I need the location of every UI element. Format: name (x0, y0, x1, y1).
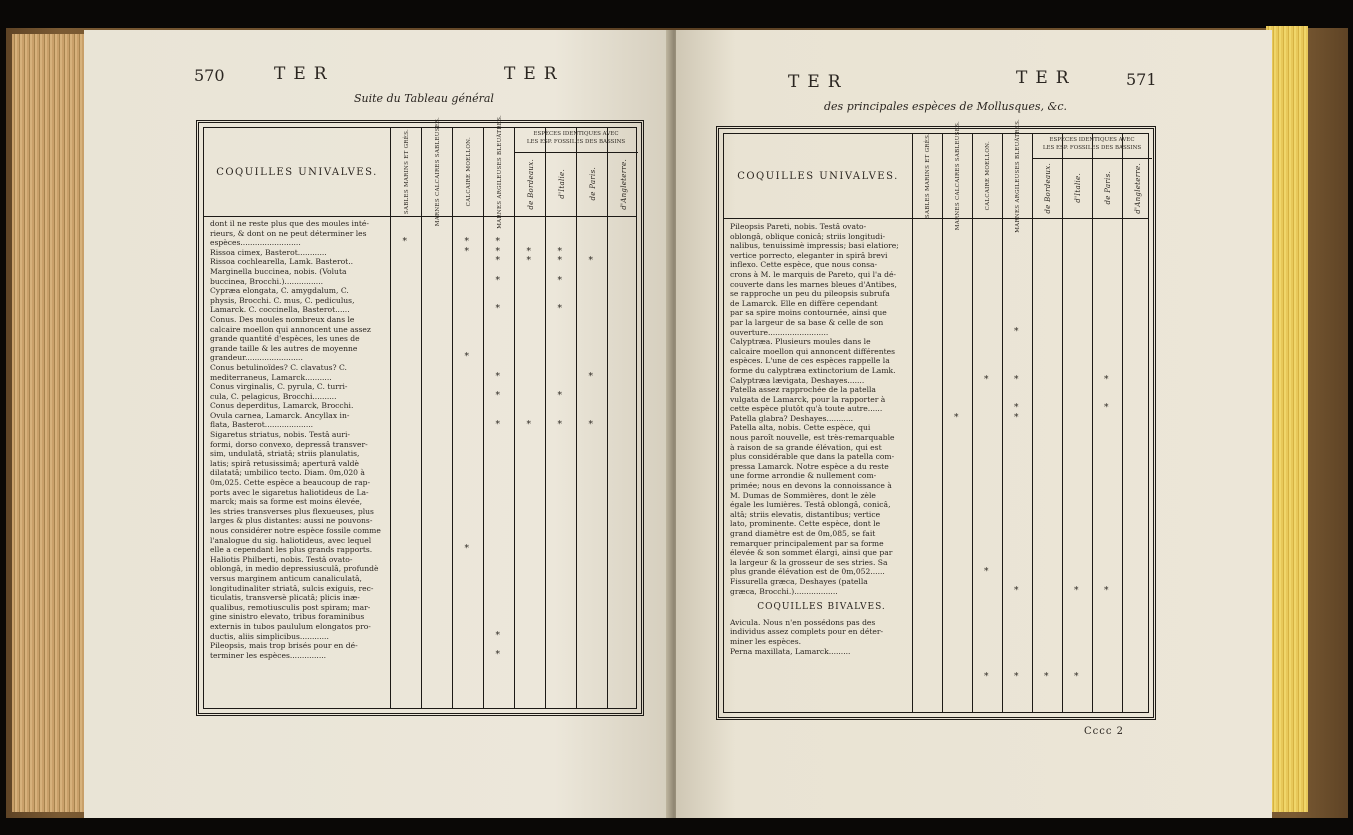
right-column-header (913, 134, 943, 218)
left-column-2 (452, 128, 484, 708)
left-asterisk-mark: * (495, 630, 500, 641)
right-table-inner (723, 119, 1149, 713)
text-line: gine sinistro elevato, tribus foraminibus (210, 612, 365, 622)
text-line: 0m,025. Cette espèce a beaucoup de rap- (210, 478, 371, 488)
right-asterisk-mark: * (954, 413, 959, 423)
right-column-0 (912, 134, 943, 712)
text-line: Patella assez rapprochée de la patella (730, 385, 876, 395)
right-asterisk-mark: * (1104, 585, 1109, 596)
left-running-head-1: TER (274, 64, 335, 84)
text-line: dilatatâ; umbilico tecto. Diam. 0m,020 à (210, 468, 365, 478)
left-asterisk-mark: * (526, 246, 531, 257)
text-line: miner les espèces. (730, 636, 802, 646)
right-group-header-line: LES ESP. FOSSILES DES BASSINS (1042, 145, 1142, 151)
right-column-6 (1092, 134, 1123, 712)
right-running-head-2: TER (1016, 68, 1077, 88)
text-line: buccinea, Brocchi.)................ (210, 276, 324, 286)
left-asterisk-mark: * (464, 246, 469, 257)
right-page (676, 30, 1272, 818)
right-column-header (973, 134, 1003, 218)
text-line: plus grande élévation est de 0m,052...... (730, 567, 885, 577)
text-line: inflexo. Cette espèce, que nous consa- (730, 260, 878, 270)
text-line: par la largeur de sa base & celle de son (730, 317, 884, 327)
text-line: cette espèce plutôt qu'à toute autre...... (730, 404, 883, 414)
right-column-label: CALCAIRE MOELLON. (985, 141, 991, 211)
text-line: Rissoa cochlearella, Lamk. Basterot.. (210, 257, 354, 267)
left-asterisk-mark: * (402, 237, 407, 248)
text-line: une forme arrondie & nullement com- (730, 471, 877, 481)
right-table-title: COQUILLES UNIVALVES. (737, 170, 899, 182)
left-asterisk-mark: * (588, 419, 593, 430)
text-line: Haliotis Philberti, nobis. Testâ ovato- (210, 554, 353, 564)
left-page-number: 570 (194, 66, 225, 85)
text-line: Sigaretus striatus, nobis. Testâ auri- (210, 430, 350, 440)
text-line: élevée & son sommet élargi, ainsi que par (730, 548, 893, 558)
right-column-label: de Paris. (1104, 171, 1112, 205)
text-line: ouverture......................... (730, 327, 829, 337)
right-group-header-line: ESPÈCES IDENTIQUES AVEC (1049, 137, 1135, 143)
left-asterisk-mark: * (464, 544, 469, 555)
right-column-1 (942, 121, 973, 712)
left-asterisk-mark: * (557, 304, 562, 315)
text-line: physis, Brocchi. C. mus, C. pediculus, (210, 295, 355, 305)
right-column-label: de Bordeaux. (1044, 162, 1052, 214)
right-column-header (1063, 158, 1093, 218)
text-line: lato, prominente. Cette espèce, dont le (730, 519, 881, 529)
left-asterisk-mark: * (526, 256, 531, 267)
right-asterisk-mark: * (1074, 585, 1079, 596)
left-column-header (515, 152, 546, 216)
text-line: égale les lumières. Testâ oblongâ, conicâ, (730, 500, 891, 510)
text-line: oblongâ, oblique conicâ; striis longitudi- (730, 231, 886, 241)
right-asterisk-mark: * (984, 566, 989, 577)
left-asterisk-mark: * (495, 390, 500, 401)
left-asterisk-mark: * (588, 256, 593, 267)
left-column-3 (483, 115, 515, 708)
left-asterisk-mark: * (495, 304, 500, 315)
left-column-0 (390, 128, 422, 708)
page-edges-right (1266, 26, 1308, 812)
right-column-header (943, 121, 973, 231)
text-line: individus assez complets pour en déter- (730, 627, 884, 637)
text-line: grande quantité d'espèces, les unes de (210, 334, 360, 344)
right-column-2 (972, 134, 1003, 712)
right-asterisk-mark: * (1014, 403, 1019, 414)
text-line: flata, Basterot.................... (210, 420, 314, 430)
text-line: se rapproche un peu du pileopsis subrufa (730, 289, 890, 299)
right-column-label: d'Angleterre. (1134, 162, 1142, 214)
right-column-label: d'Italie. (1074, 173, 1082, 203)
left-group-header-line: ESPÈCES IDENTIQUES AVEC (533, 131, 619, 137)
left-asterisk-mark: * (495, 275, 500, 286)
left-column-header (453, 128, 484, 216)
text-line: les stries transverses plus flexueuses, plus (210, 506, 374, 516)
text-line: Ovula carnea, Lamarck. Ancyllax in- (210, 410, 350, 420)
left-table (196, 115, 644, 716)
right-asterisk-mark: * (1014, 585, 1019, 596)
right-asterisk-mark: * (1074, 672, 1079, 683)
text-line: sim, undulatâ, striatâ; striis planulatis, (210, 449, 360, 459)
right-text-univalves (730, 222, 913, 596)
right-page-number: 571 (1126, 70, 1157, 89)
left-column-label: d'Angleterre. (619, 158, 628, 210)
text-line: calcaire moellon qui annoncent une assez (210, 324, 371, 334)
left-asterisk-mark: * (557, 246, 562, 257)
left-asterisk-mark: * (495, 650, 500, 660)
text-line: Pileopsis Pareti, nobis. Testâ ovato- (730, 222, 867, 231)
right-column-label: MARNES CALCAIRES SABLEUSES. (955, 121, 961, 231)
text-line: plus considérable que dans la patella com- (730, 452, 895, 462)
text-line: espèces. L'une de ces espèces rappelle la (730, 356, 890, 366)
left-asterisk-mark: * (464, 352, 469, 363)
right-column-7 (1122, 134, 1153, 712)
text-line: græca, Brocchi.).................. (730, 586, 838, 596)
text-line: Conus betulinoïdes? C. clavatus? C. (210, 362, 347, 372)
text-line: versus marginem anticum canaliculatâ, (210, 573, 362, 583)
text-line: espèces......................... (210, 238, 301, 248)
text-line: grande taille & les autres de moyenne (210, 343, 358, 353)
text-line: terminer les espèces............... (210, 650, 327, 660)
text-line: grand diamètre est de 0m,085, se fait (730, 529, 876, 538)
text-line: grandeur........................ (210, 353, 303, 363)
text-line: par sa spire moins contournée, ainsi que (730, 308, 887, 318)
text-line: Conus deperditus, Lamarck, Brocchi. (210, 401, 354, 411)
left-page (84, 30, 672, 818)
right-column-5 (1062, 134, 1093, 712)
page-edges-left (12, 34, 86, 812)
left-asterisk-mark: * (495, 237, 500, 248)
right-asterisk-mark: * (1014, 413, 1019, 423)
left-column-label: SABLES MARINS ET GRÈS. (403, 129, 410, 215)
left-asterisk-mark: * (495, 419, 500, 430)
text-line: forme du calyptræa extinctorium de Lamk. (730, 365, 896, 375)
text-line: dont il ne reste plus que des moules inté- (210, 219, 369, 228)
left-column-label: de Bordeaux. (526, 158, 535, 210)
text-line: remarquer principalement par sa forme (730, 538, 884, 548)
text-line: rieurs, & dont on ne peut déterminer les (210, 228, 367, 238)
left-column-header (391, 128, 422, 216)
text-line: à raison de sa grande élévation, qui est (730, 442, 882, 452)
left-column-header (608, 152, 639, 216)
section-bivalves: COQUILLES BIVALVES. (757, 602, 886, 613)
text-line: ductis, aliis simplicibus............ (210, 631, 329, 641)
left-column-label: de Paris. (588, 167, 597, 201)
left-column-1 (421, 117, 453, 708)
right-running-head-1: TER (788, 72, 849, 92)
left-asterisk-mark: * (495, 371, 500, 382)
left-column-5 (545, 128, 577, 708)
text-line: Pileopsis, mais trop brisés pour en dé- (210, 641, 358, 651)
text-line: Lamarck. C. coccinella, Basterot...... (210, 305, 350, 315)
text-line: Calyptræa. Plusieurs moules dans le (730, 337, 871, 347)
right-asterisk-mark: * (984, 672, 989, 683)
left-asterisk-mark: * (557, 256, 562, 267)
text-line: de Lamarck. Elle en diffère cependant (730, 298, 878, 308)
text-line: mediterraneus, Lamarck........... (210, 372, 332, 382)
text-line: crons à M. le marquis de Pareto, qui l'a dé- (730, 269, 896, 279)
left-column-7 (607, 128, 639, 708)
right-subtitle: des principales espèces de Mollusques, &c. (824, 100, 1067, 113)
left-asterisk-mark: * (526, 419, 531, 430)
text-line: nous paroît nouvelle, est très-remarquable (730, 433, 895, 443)
text-line: calcaire moellon qui annoncent différentes (730, 346, 896, 356)
right-column-header (1003, 119, 1033, 233)
left-column-label: d'Italie. (557, 169, 566, 199)
left-group-header (514, 128, 638, 153)
left-table-inner (203, 115, 637, 709)
text-line: ports avec le sigaretus haliotideus de La- (210, 487, 369, 497)
left-asterisk-mark: * (464, 237, 469, 248)
text-line: Avicula. Nous n'en possédons pas des (730, 617, 876, 627)
text-line: oblongâ, in medio depressiusculâ, profundè (210, 564, 379, 574)
text-line: Patella glabra? Deshayes........... (730, 413, 854, 423)
signature-mark: Cccc 2 (1084, 726, 1124, 737)
right-group-header (1032, 134, 1152, 159)
text-line: Calyptræa lævigata, Deshayes....... (730, 375, 865, 385)
right-text-bivalves (730, 618, 913, 656)
right-asterisk-mark: * (984, 374, 989, 385)
right-column-3 (1002, 119, 1033, 712)
text-line: Patella alta, nobis. Cette espèce, qui (730, 423, 871, 433)
text-line: vertice porrecto, eleganter in spirâ brevi (730, 250, 888, 260)
right-column-label: MARNES ARGILEUSES BLEUÂTRES. (1015, 119, 1021, 233)
left-table-text (210, 219, 392, 660)
text-line: Rissoa cimex, Basterot............ (210, 247, 327, 257)
text-line: marck; mais sa forme est moins élevée, (210, 497, 362, 507)
right-table-text (730, 222, 913, 656)
right-column-header (1033, 158, 1063, 218)
text-line: cula, C. pelagicus, Brocchi.......... (210, 391, 337, 401)
text-line: elle a cependant les plus grands rapports. (210, 545, 373, 555)
text-line: Conus. Des moules nombreux dans le (210, 314, 355, 324)
text-line: qualibus, remotiusculis post spiram; mar- (210, 602, 371, 612)
left-table-title: COQUILLES UNIVALVES. (216, 166, 378, 178)
right-asterisk-mark: * (1104, 374, 1109, 385)
text-line: latis; spirâ retusissimâ; aperturâ valdè (210, 458, 360, 468)
left-subtitle: Suite du Tableau général (354, 92, 494, 105)
right-asterisk-mark: * (1014, 374, 1019, 385)
right-asterisk-mark: * (1104, 403, 1109, 414)
left-column-6 (576, 128, 608, 708)
left-asterisk-mark: * (495, 246, 500, 257)
left-column-label: MARNES CALCAIRES SABLEUSES. (434, 117, 441, 227)
left-asterisk-mark: * (495, 256, 500, 267)
left-asterisk-mark: * (588, 371, 593, 382)
left-column-header (546, 152, 577, 216)
text-line: longitudinaliter striatâ, sulcis exiguis, rec- (210, 583, 374, 593)
text-line: la largeur & la grosseur de ses stries. Sa (730, 557, 888, 567)
left-column-header (422, 117, 453, 227)
text-line: Perna maxillata, Lamarck......... (730, 646, 851, 656)
left-asterisk-mark: * (557, 275, 562, 286)
left-column-label: CALCAIRE MOELLON. (465, 137, 472, 207)
text-line: nalibus, tenuissimè impressis; basi elatiore; (730, 241, 899, 251)
text-line: primée; nous en devons la connoissance à (730, 481, 892, 491)
left-group-header-line: LES ESP. FOSSILES DES BASSINS (526, 139, 626, 145)
right-table (716, 119, 1156, 720)
text-line: M. Dumas de Sommières, dont le zèle (730, 490, 876, 500)
left-column-4 (514, 128, 546, 708)
right-asterisk-mark: * (1044, 672, 1049, 683)
left-running-head-2: TER (504, 64, 565, 84)
right-asterisk-mark: * (1014, 672, 1019, 683)
right-asterisk-mark: * (1014, 326, 1019, 337)
text-line: l'analogue du sig. haliotideus, avec lequel (210, 535, 372, 545)
left-column-label: MARNES ARGILEUSES BLEUÂTRES. (496, 115, 503, 229)
right-column-header (1093, 158, 1123, 218)
text-line: Marginella buccinea, nobis. (Voluta (210, 266, 347, 276)
text-line: nous considérer notre espèce fossile comme (210, 526, 381, 535)
text-line: larges & plus distantes: aussi ne pouvons- (210, 516, 373, 526)
text-line: Conus virginalis, C. pyrula, C. turri- (210, 382, 348, 392)
right-column-label: SABLES MARINS ET GRÈS. (925, 133, 931, 219)
left-asterisk-mark: * (557, 419, 562, 430)
left-asterisk-mark: * (557, 390, 562, 401)
text-line: externis in tubos paululum elongatos pro- (210, 621, 371, 631)
text-line: couverte dans les marnes bleues d'Antibes, (730, 279, 897, 289)
text-line: altâ; striis elevatis, distantibus; vertice (730, 509, 881, 519)
left-column-header (577, 152, 608, 216)
text-line: formi, dorso convexo, depressâ transver- (210, 439, 368, 449)
text-line: ticulatis, transversè plicatâ; plicis inæ- (210, 593, 360, 603)
right-column-4 (1032, 134, 1063, 712)
text-line: vulgata de Lamarck, pour la rapporter à (730, 394, 886, 404)
left-column-header (484, 115, 515, 229)
right-column-header (1123, 158, 1153, 218)
text-line: pressa Lamarck. Notre espèce a du reste (730, 461, 889, 471)
text-line: Cypræa elongata, C. amygdalum, C. (210, 286, 349, 296)
text-line: Fissurella græca, Deshayes (patella (730, 576, 868, 586)
